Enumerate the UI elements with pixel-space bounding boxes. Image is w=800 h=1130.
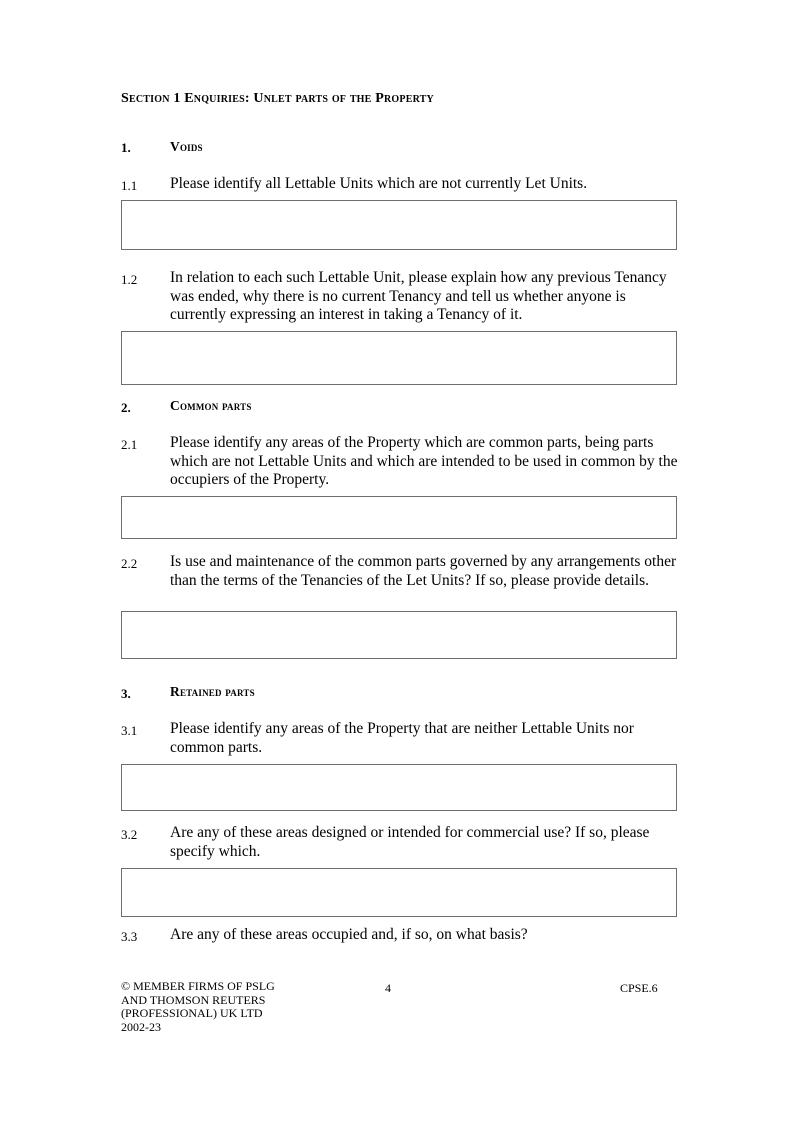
- heading-voids: Voids: [170, 139, 203, 154]
- answer-box-1-1[interactable]: [121, 200, 677, 250]
- question-number-2-2: 2.2: [121, 556, 138, 571]
- question-number-3-2: 3.2: [121, 827, 138, 842]
- footer-copyright: [121, 980, 275, 1034]
- heading-number-retained-parts: 3.: [121, 686, 131, 701]
- question-3-1: Please identify any areas of the Property that are neither Lettable Units nor common parts.: [170, 720, 634, 756]
- answer-box-3-1[interactable]: [121, 764, 677, 811]
- question-number-1-1: 1.1: [121, 178, 138, 193]
- question-number-1-2: 1.2: [121, 272, 138, 287]
- answer-box-2-1[interactable]: [121, 496, 677, 539]
- question-1-2: In relation to each such Lettable Unit, please explain how any previous Tenancy was ended, why there is no current Tenancy and tell us whether anyone is currently expressing an interest in taking a Tenancy of it.: [170, 269, 667, 323]
- answer-box-2-2[interactable]: [121, 611, 677, 659]
- footer-copyright-line: © MEMBER FIRMS OF PSLG: [121, 979, 275, 993]
- question-number-3-3: 3.3: [121, 929, 138, 944]
- footer-copyright-line: 2002-23: [121, 1019, 161, 1034]
- question-2-1: Please identify any areas of the Property which are common parts, being parts which are not Lettable Units and which are intended to be used in common by the occupiers of the Property.: [170, 434, 678, 488]
- section-title: Section 1 Enquiries: Unlet parts of the Property: [121, 91, 434, 106]
- question-2-2: Is use and maintenance of the common parts governed by any arrangements other than the terms of the Tenancies of the Let Units? If so, please provide details.: [170, 553, 677, 589]
- footer-copyright-line: AND THOMSON REUTERS: [121, 992, 266, 1007]
- footer-page-number: 4: [385, 981, 391, 995]
- heading-number-common-parts: 2.: [121, 400, 131, 415]
- question-1-1: Please identify all Lettable Units which are not currently Let Units.: [170, 175, 588, 192]
- answer-box-3-2[interactable]: [121, 868, 677, 917]
- heading-retained-parts: Retained parts: [170, 684, 255, 699]
- footer-document-code: CPSE.6: [620, 981, 658, 995]
- answer-box-1-2[interactable]: [121, 331, 677, 385]
- question-number-3-1: 3.1: [121, 723, 138, 738]
- question-3-2: Are any of these areas designed or intended for commercial use? If so, please specify which.: [170, 824, 650, 860]
- question-3-3: Are any of these areas occupied and, if so, on what basis?: [170, 926, 528, 943]
- heading-common-parts: Common parts: [170, 398, 252, 413]
- question-number-2-1: 2.1: [121, 437, 138, 452]
- footer-copyright-line: (PROFESSIONAL) UK LTD: [121, 1006, 263, 1020]
- heading-number-voids: 1.: [121, 140, 131, 155]
